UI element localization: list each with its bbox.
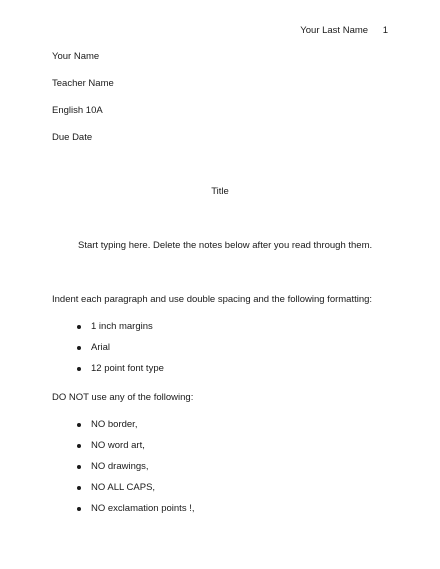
first-paragraph: Start typing here. Delete the notes below after you read through them. <box>78 240 373 251</box>
bullet-icon <box>77 423 81 427</box>
page-header <box>300 25 388 36</box>
essay-title: Title <box>211 186 229 197</box>
list-item-text: Arial <box>91 342 111 353</box>
list-item-text: NO word art, <box>91 440 145 451</box>
header-last-name: Your Last Name <box>300 25 369 36</box>
list-item-text: NO drawings, <box>91 461 149 472</box>
list-item-text: 12 point font type <box>91 363 164 374</box>
formatting-intro: Indent each paragraph and use double spacing and the following formatting: <box>52 294 373 305</box>
bullet-icon <box>77 346 81 350</box>
bullet-icon <box>77 486 81 490</box>
bullet-icon <box>77 367 81 371</box>
bullet-icon <box>77 507 81 511</box>
class-name: English 10A <box>52 105 103 116</box>
page-number: 1 <box>382 25 388 36</box>
due-date: Due Date <box>52 132 93 143</box>
list-item-text: 1 inch margins <box>91 321 153 332</box>
list-item-text: NO exclamation points !, <box>91 503 195 514</box>
teacher-name: Teacher Name <box>52 78 114 89</box>
bullet-icon <box>77 465 81 469</box>
student-name: Your Name <box>52 51 100 62</box>
list-item-text: NO border, <box>91 419 138 430</box>
bullet-icon <box>77 325 81 329</box>
list-item-text: NO ALL CAPS, <box>91 482 156 493</box>
do-not-intro: DO NOT use any of the following: <box>52 392 194 403</box>
bullet-icon <box>77 444 81 448</box>
